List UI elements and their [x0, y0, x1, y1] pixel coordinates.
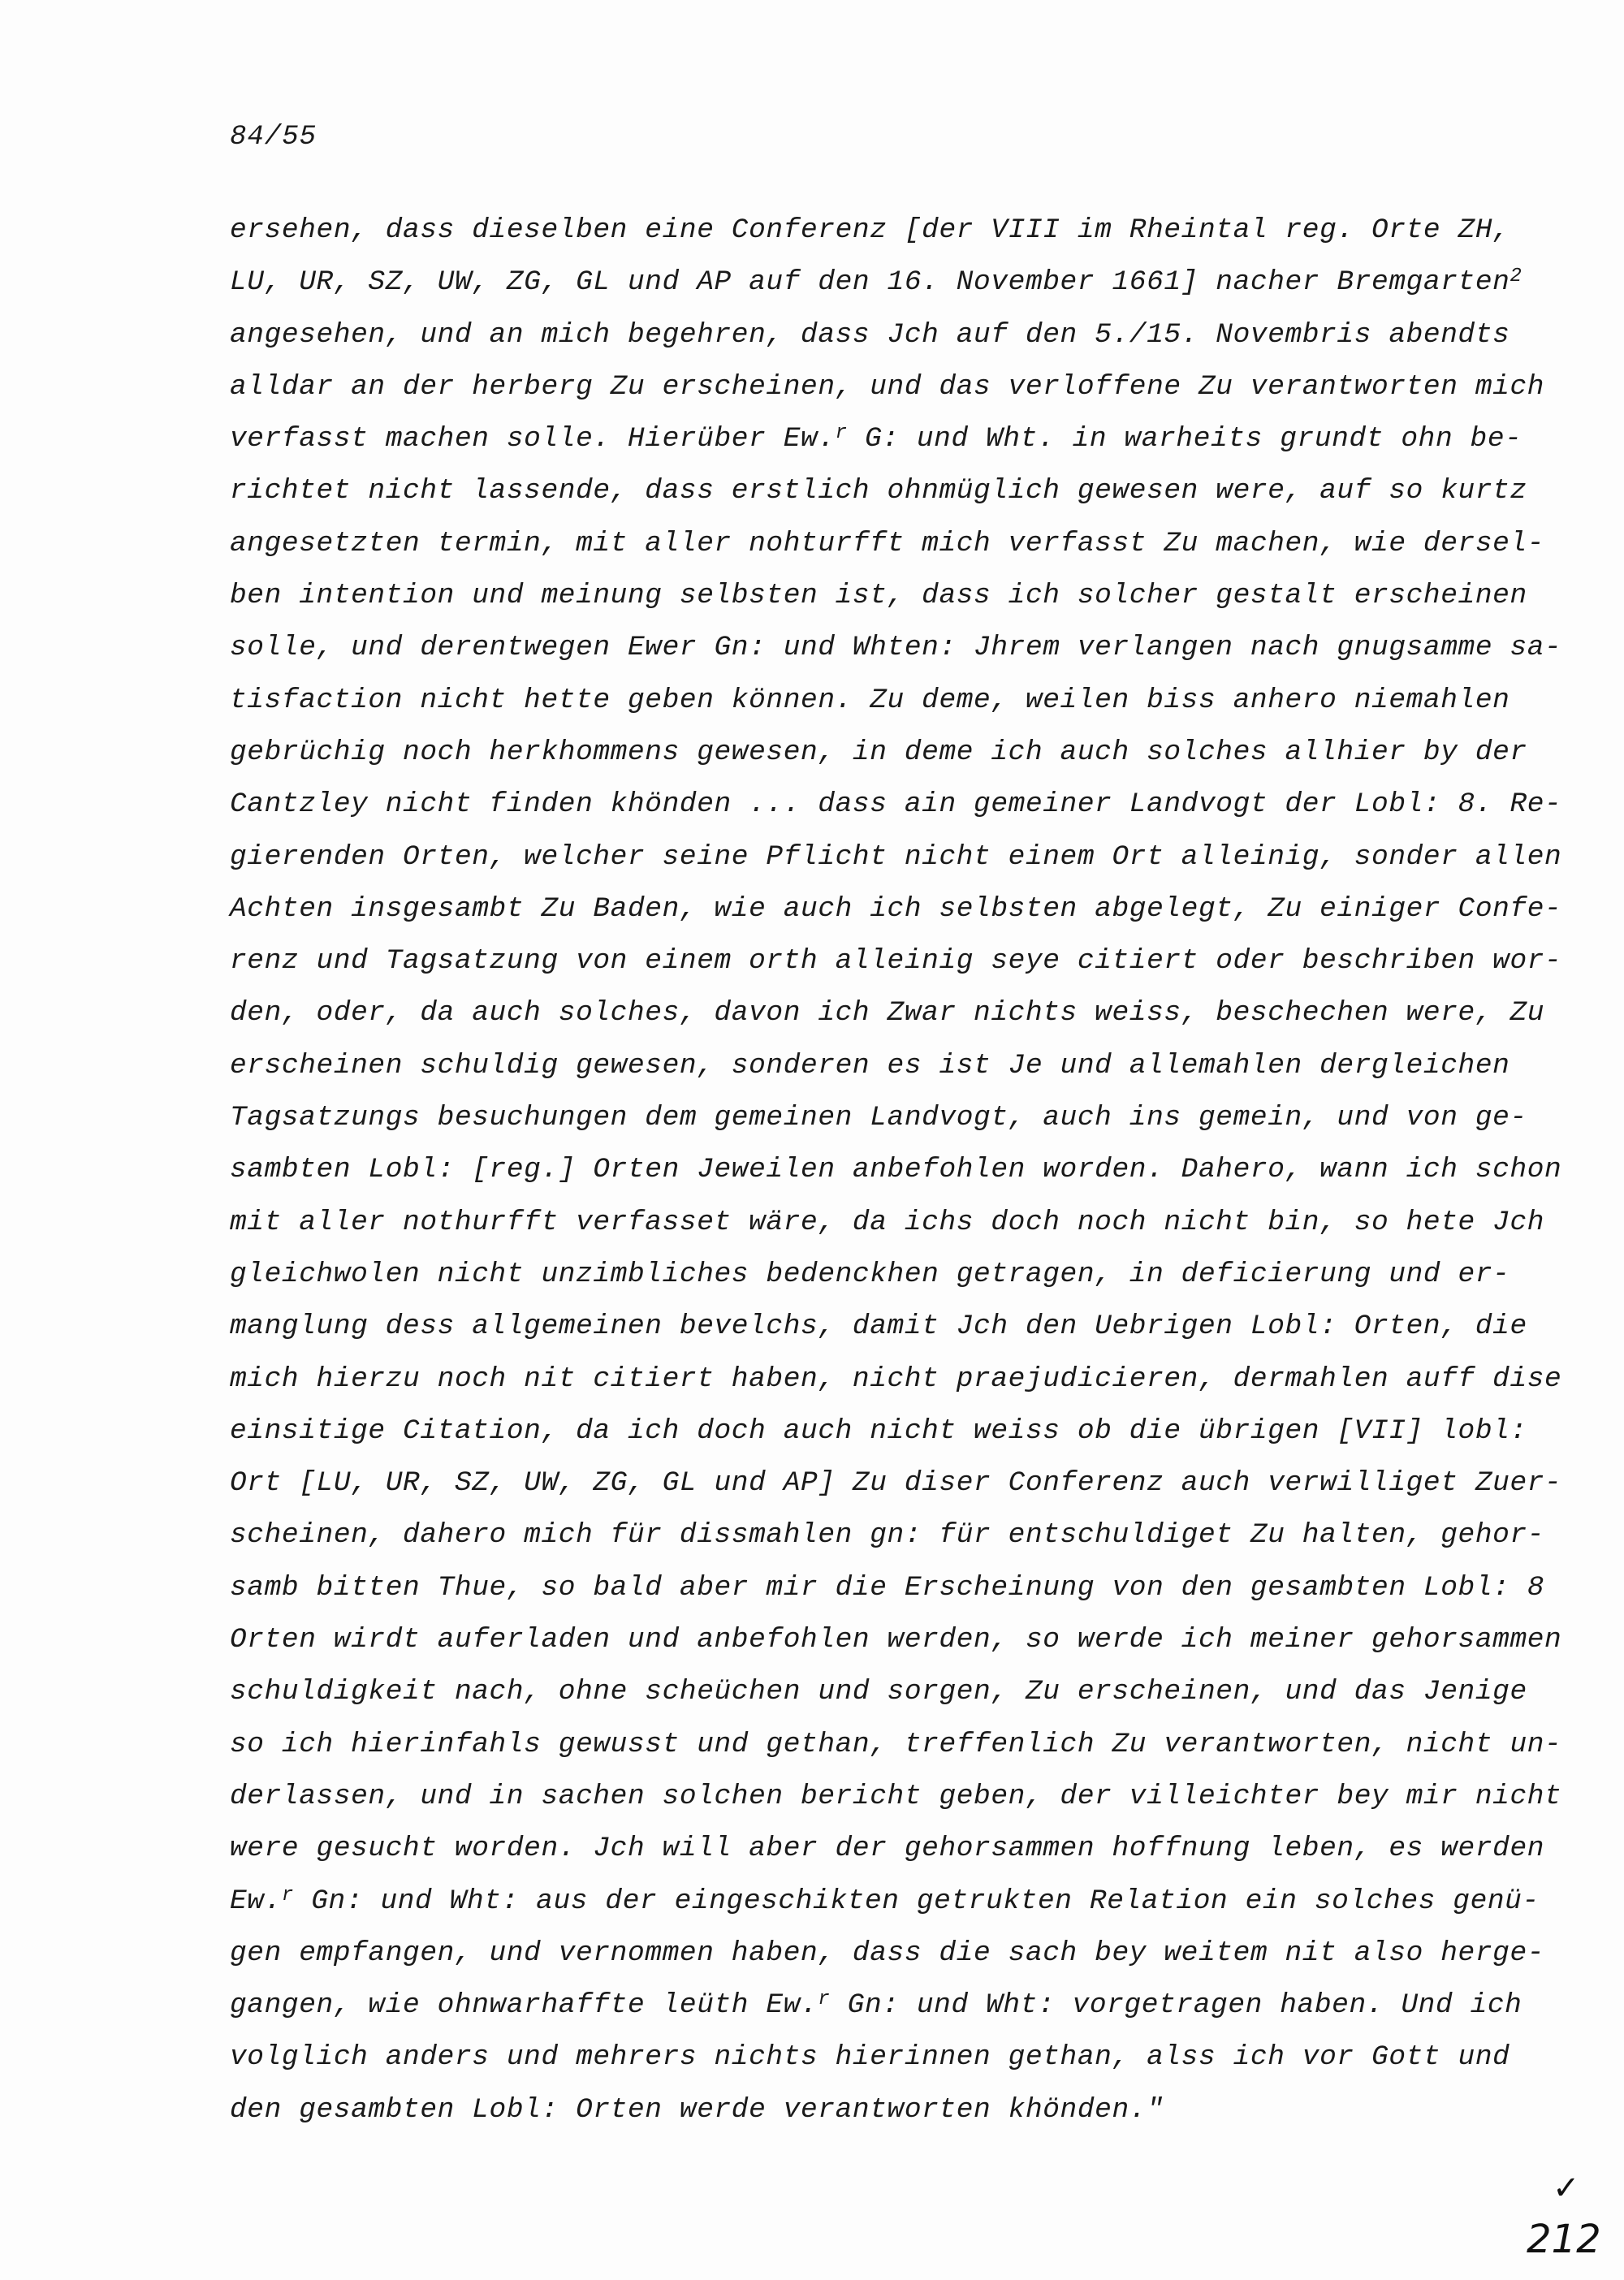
text-line: [230, 205, 1510, 257]
text-segment: sambten Lobl: [reg.] Orten Jeweilen anbefohlen worden. Dahero, wann ich schon: [230, 1154, 1562, 1186]
text-segment: tisfaction nicht hette geben können. Zu deme, weilen biss anhero niemahlen: [230, 684, 1510, 716]
text-line: [230, 1197, 1545, 1249]
text-segment: erscheinen schuldig gewesen, sonderen es ist Je und allemahlen dergleichen: [230, 1049, 1510, 1082]
text-line: [230, 1249, 1510, 1301]
text-line: [230, 1092, 1527, 1144]
body-text: [230, 205, 1562, 2136]
text-line: [230, 1980, 1522, 2032]
text-segment: gierenden Orten, welcher seine Pflicht nicht einem Ort alleinig, sonder allen: [230, 840, 1562, 873]
text-segment: LU, UR, SZ, UW, ZG, GL und AP auf den 16. November 1661] nacher Bremgarten: [230, 266, 1510, 299]
text-segment: mit aller nothurfft verfasset wäre, da ichs doch noch nicht bin, so hete Jch: [230, 1206, 1545, 1238]
text-segment: Gn: und Wht: aus der eingeschikten getrukten Relation ein solches genü-: [293, 1885, 1540, 1917]
text-segment: gangen, wie ohnwarhaffte leüth Ew.: [230, 1989, 818, 2022]
text-line: [230, 1144, 1562, 1196]
text-segment: gleichwolen nicht unzimbliches bedenckhen getragen, in deficierung und er-: [230, 1258, 1510, 1290]
superscript: r: [818, 1989, 831, 2011]
text-segment: den gesambten Lobl: Orten werde verantworten khönden.": [230, 2093, 1164, 2126]
superscript: r: [281, 1884, 294, 1906]
text-line: [230, 779, 1562, 831]
superscript: 2: [1510, 266, 1522, 288]
text-segment: derlassen, und in sachen solchen bericht geben, der villeichter bey mir nicht: [230, 1780, 1562, 1812]
text-segment: gebrüchig noch herkhommens gewesen, in deme ich auch solches allhier by der: [230, 736, 1527, 768]
text-line: [230, 1406, 1527, 1457]
text-segment: solle, und derentwegen Ewer Gn: und Whten: Jhrem verlangen nach gnugsamme sa-: [230, 632, 1562, 664]
text-line: [230, 570, 1527, 622]
text-segment: Cantzley nicht finden khönden ... dass ain gemeiner Landvogt der Lobl: 8. Re-: [230, 788, 1562, 821]
text-segment: renz und Tagsatzung von einem orth alleinig seye citiert oder beschriben wor-: [230, 945, 1562, 978]
text-line: [230, 1666, 1527, 1718]
text-segment: Achten insgesambt Zu Baden, wie auch ich selbsten abgelegt, Zu einiger Confe-: [230, 892, 1562, 925]
text-segment: alldar an der herberg Zu erscheinen, und das verloffene Zu verantworten mich: [230, 370, 1545, 403]
text-line: [230, 257, 1522, 309]
page-number: 84/55: [230, 122, 317, 153]
text-segment: were gesucht worden. Jch will aber der gehorsammen hoffnung leben, es werden: [230, 1833, 1545, 1865]
text-line: [230, 1823, 1545, 1875]
text-segment: scheinen, dahero mich für dissmahlen gn: für entschuldiget Zu halten, gehor-: [230, 1519, 1545, 1552]
text-segment: einsitige Citation, da ich doch auch nicht weiss ob die übrigen [VII] lobl:: [230, 1414, 1527, 1447]
text-segment: Tagsatzungs besuchungen dem gemeinen Landvogt, auch ins gemein, und von ge-: [230, 1102, 1527, 1134]
text-line: [230, 1771, 1562, 1823]
text-segment: angesehen, und an mich begehren, dass Jch auf den 5./15. Novembris abendts: [230, 318, 1510, 351]
text-line: [230, 1354, 1562, 1406]
text-line: [230, 1876, 1540, 1928]
text-line: [230, 413, 1522, 465]
superscript: r: [835, 422, 848, 445]
text-line: [230, 675, 1510, 727]
text-segment: schuldigkeit nach, ohne scheüchen und sorgen, Zu erscheinen, und das Jenige: [230, 1676, 1527, 1708]
handwritten-folio-number: 212: [1527, 2217, 1601, 2262]
text-line: [230, 622, 1562, 674]
text-segment: volglich anders und mehrers nichts hierinnen gethan, alss ich vor Gott und: [230, 2041, 1510, 2074]
text-segment: angesetzten termin, mit aller nohturfft mich verfasst Zu machen, wie dersel-: [230, 527, 1545, 559]
text-line: [230, 1040, 1510, 1092]
text-segment: Ort [LU, UR, SZ, UW, ZG, GL und AP] Zu diser Conferenz auch verwilliget Zuer-: [230, 1467, 1562, 1500]
text-segment: manglung dess allgemeinen bevelchs, damit Jch den Uebrigen Lobl: Orten, die: [230, 1311, 1527, 1343]
text-line: [230, 987, 1545, 1039]
text-segment: G: und Wht. in warheits grundt ohn be-: [847, 423, 1522, 456]
text-line: [230, 883, 1562, 935]
text-line: [230, 1562, 1545, 1614]
text-line: [230, 1719, 1562, 1771]
text-segment: mich hierzu noch nit citiert haben, nicht praejudicieren, dermahlen auff dise: [230, 1362, 1562, 1395]
text-line: [230, 1301, 1527, 1353]
text-line: [230, 465, 1527, 517]
text-segment: ben intention und meinung selbsten ist, dass ich solcher gestalt erscheinen: [230, 580, 1527, 612]
text-segment: Ew.: [230, 1885, 282, 1917]
text-line: [230, 831, 1562, 883]
text-segment: Orten wirdt auferladen und anbefohlen werden, so werde ich meiner gehorsammen: [230, 1624, 1562, 1656]
text-line: [230, 518, 1545, 570]
text-segment: gen empfangen, und vernommen haben, dass die sach bey weitem nit also herge-: [230, 1937, 1545, 1969]
text-line: [230, 1928, 1545, 1980]
text-segment: den, oder, da auch solches, davon ich Zwar nichts weiss, beschechen were, Zu: [230, 997, 1545, 1030]
text-segment: verfasst machen solle. Hierüber Ew.: [230, 423, 836, 456]
text-line: [230, 1457, 1562, 1509]
text-line: [230, 361, 1545, 413]
text-segment: so ich hierinfahls gewusst und gethan, treffenlich Zu verantworten, nicht un-: [230, 1728, 1562, 1760]
text-segment: samb bitten Thue, so bald aber mir die Erscheinung von den gesambten Lobl: 8: [230, 1571, 1545, 1604]
text-segment: Gn: und Wht: vorgetragen haben. Und ich: [830, 1989, 1522, 2022]
text-line: [230, 2032, 1510, 2084]
check-mark: ✓: [1553, 2170, 1580, 2207]
text-segment: ersehen, dass dieselben eine Conferenz [der VIII im Rheintal reg. Orte ZH,: [230, 214, 1510, 246]
text-line: [230, 1509, 1545, 1561]
text-segment: richtet nicht lassende, dass erstlich ohnmüglich gewesen were, auf so kurtz: [230, 475, 1527, 507]
text-line: [230, 1614, 1562, 1666]
text-line: [230, 309, 1510, 361]
text-line: [230, 935, 1562, 987]
text-line: [230, 727, 1527, 779]
text-line: [230, 2084, 1497, 2136]
